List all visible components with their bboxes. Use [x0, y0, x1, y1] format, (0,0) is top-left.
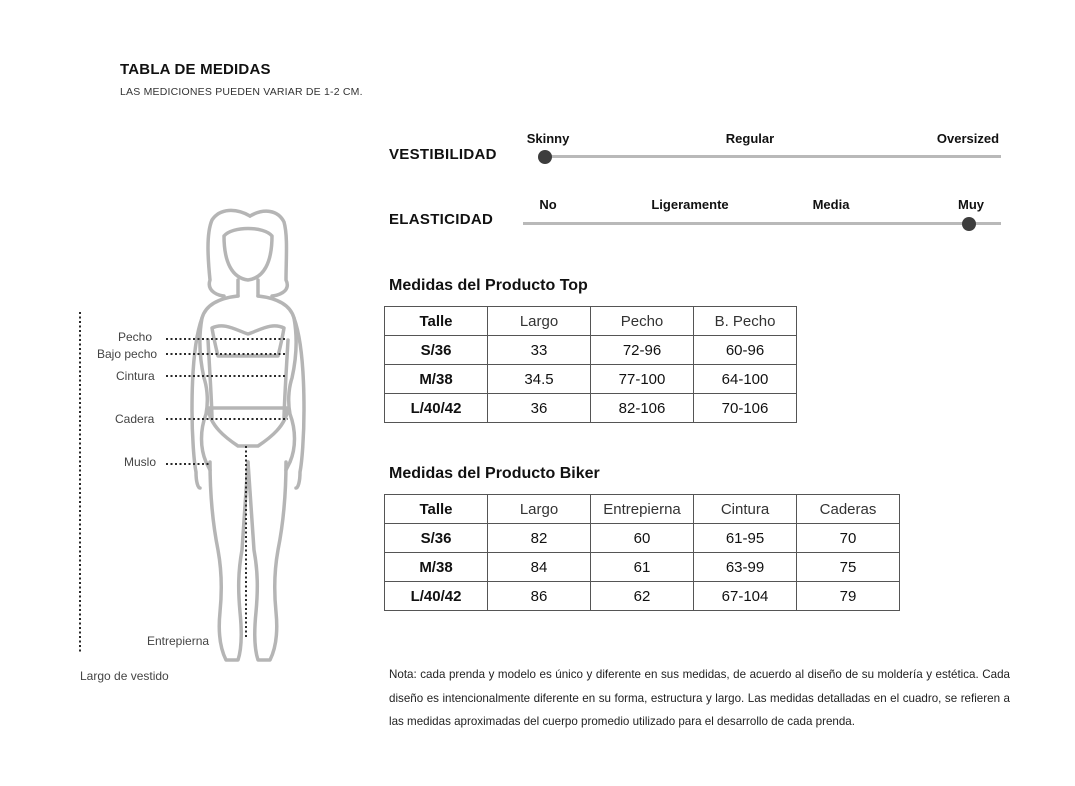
table-header-cell: Largo [488, 495, 591, 524]
table-cell: 86 [488, 582, 591, 611]
table-header-cell: Talle [385, 307, 488, 336]
elasticity-scale-label: ELASTICIDAD [389, 211, 494, 228]
table-cell: 33 [488, 336, 591, 365]
top-measurements-table [384, 306, 797, 423]
biker-measurements-table [384, 494, 900, 611]
table-cell: S/36 [385, 524, 488, 553]
table-cell: 77-100 [591, 365, 694, 394]
table-header-cell: Entrepierna [591, 495, 694, 524]
table-cell: L/40/42 [385, 394, 488, 423]
label-bajo-pecho: Bajo pecho [97, 347, 158, 361]
table-cell: 84 [488, 553, 591, 582]
page-title: TABLA DE MEDIDAS [120, 61, 271, 78]
label-pecho: Pecho [118, 330, 153, 344]
table-row [385, 394, 797, 423]
fit-option-oversized: Oversized [936, 131, 1000, 146]
elasticity-option-muy: Muy [958, 197, 984, 212]
label-cintura: Cintura [116, 369, 155, 383]
table-cell: 36 [488, 394, 591, 423]
table-cell: 82 [488, 524, 591, 553]
table-cell: 60-96 [694, 336, 797, 365]
table-cell: 64-100 [694, 365, 797, 394]
table-cell: 63-99 [694, 553, 797, 582]
table-header-cell: Caderas [797, 495, 900, 524]
table-cell: S/36 [385, 336, 488, 365]
table-cell: M/38 [385, 553, 488, 582]
elasticity-option-no: No [539, 197, 557, 212]
table-cell: 82-106 [591, 394, 694, 423]
table-row [385, 582, 900, 611]
label-muslo: Muslo [124, 455, 157, 469]
table-cell: M/38 [385, 365, 488, 394]
top-table-title: Medidas del Producto Top [389, 277, 588, 294]
table-cell: 60 [591, 524, 694, 553]
fit-scale-indicator [538, 150, 552, 164]
table-cell: 34.5 [488, 365, 591, 394]
table-cell: 72-96 [591, 336, 694, 365]
table-header-cell: B. Pecho [694, 307, 797, 336]
table-cell: 61 [591, 553, 694, 582]
table-header-cell: Cintura [694, 495, 797, 524]
label-largo-vestido: Largo de vestido [80, 669, 169, 683]
table-cell: 62 [591, 582, 694, 611]
table-row [385, 524, 900, 553]
body-figure-illustration [60, 200, 340, 680]
elasticity-option-ligeramente: Ligeramente [651, 197, 729, 212]
table-row [385, 553, 900, 582]
table-cell: 70 [797, 524, 900, 553]
biker-table-title: Medidas del Producto Biker [389, 465, 600, 482]
table-cell: 67-104 [694, 582, 797, 611]
fit-scale-label: VESTIBILIDAD [389, 146, 497, 163]
table-header-cell: Pecho [591, 307, 694, 336]
table-cell: 70-106 [694, 394, 797, 423]
table-header-cell: Largo [488, 307, 591, 336]
table-cell: L/40/42 [385, 582, 488, 611]
table-header-row [385, 307, 797, 336]
table-header-cell: Talle [385, 495, 488, 524]
label-entrepierna: Entrepierna [147, 634, 210, 648]
label-cadera: Cadera [115, 412, 155, 426]
elasticity-option-media: Media [812, 197, 850, 212]
note-text: Nota: cada prenda y modelo es único y diferente en sus medidas, de acuerdo al diseño de su moldería y estética. Cada diseño es intencionalmente diferente en su forma, estructura y largo. Las medidas detalladas en el cuadro, se refieren a las medidas aproximadas del cuerpo promedio utilizado para el desarrollo de cada prenda. [389, 668, 1010, 728]
table-row [385, 365, 797, 394]
table-cell: 75 [797, 553, 900, 582]
page-subtitle: LAS MEDICIONES PUEDEN VARIAR DE 1-2 CM. [120, 86, 363, 98]
elasticity-scale-indicator [962, 217, 976, 231]
fit-option-regular: Regular [725, 131, 775, 146]
table-header-row [385, 495, 900, 524]
table-cell: 79 [797, 582, 900, 611]
fit-scale-track [540, 155, 1001, 158]
fit-option-skinny: Skinny [526, 131, 570, 146]
table-row [385, 336, 797, 365]
elasticity-scale-track [523, 222, 1001, 225]
table-cell: 61-95 [694, 524, 797, 553]
